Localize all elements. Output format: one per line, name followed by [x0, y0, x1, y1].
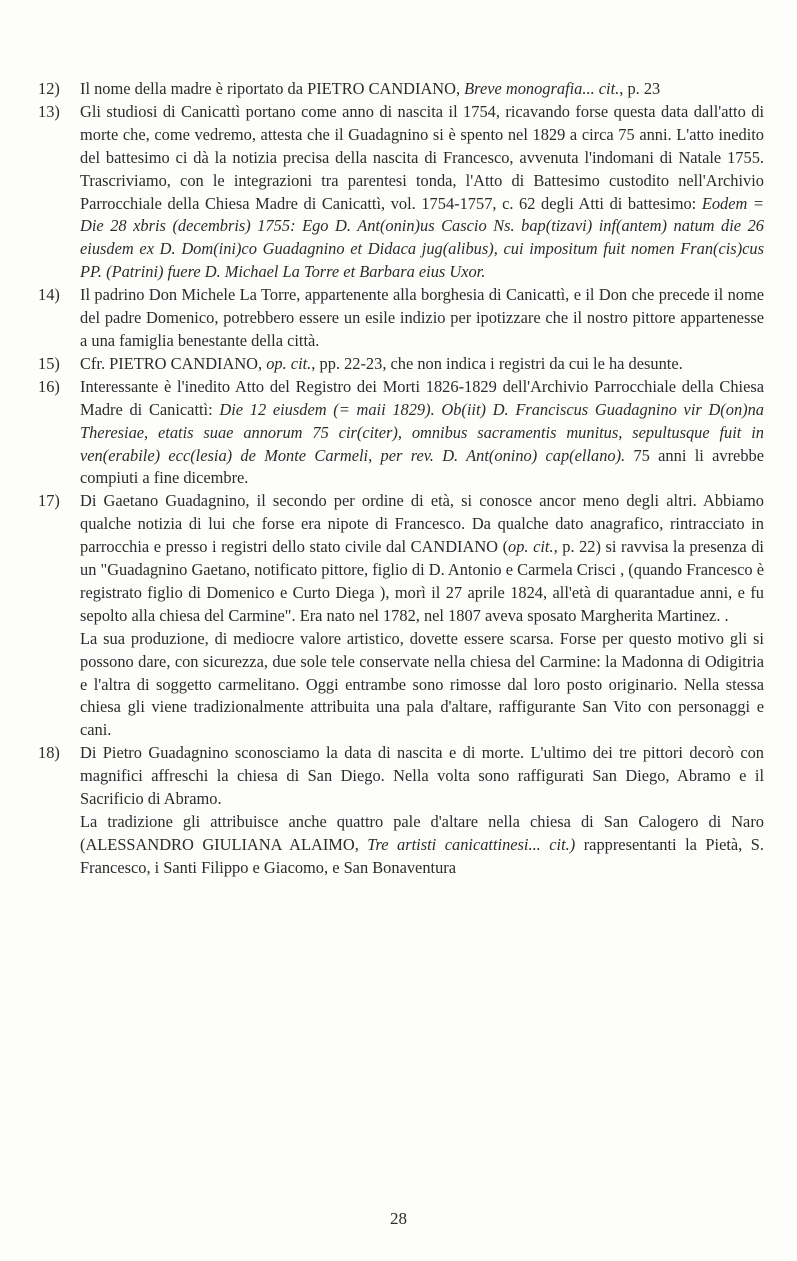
footnote	[38, 284, 764, 353]
footnote	[38, 376, 764, 491]
footnote-number: 12)	[38, 79, 60, 98]
text: Il padrino Don Michele La Torre, appartenente alla borghesia di Canicattì, e il Don che precede il nome del padre Domenico, potrebbero essere un esile indizio per ipotizzare che il nostro pittore appartenesse a una famiglia benestante della città.	[80, 285, 764, 350]
text: Il nome della madre è riportato da PIETRO CANDIANO,	[80, 79, 465, 98]
italic-text: Die 12 eiusdem (= maii 1829). Ob(iit) D. Franciscus Guadagnino vir D(on)na Theresiae, etatis suae annorum 75 cir(citer), omnibus sacramentis munitus, sepultusque fuit in ven(erabile) ecc(lesia) de Monte Carmeli, per rev. D. Ant(onino) cap(ellano).	[80, 399, 764, 465]
page-number: 28	[390, 1209, 407, 1228]
footnote-paragraph	[80, 742, 764, 811]
text: , pp. 22-23, che non indica i registri da cui le ha desunte.	[311, 353, 683, 373]
footnote-paragraph	[80, 353, 764, 376]
footnote-paragraph	[80, 101, 764, 284]
footnote-number: 14)	[38, 285, 60, 305]
footnote	[38, 101, 764, 284]
text: rappresentanti la Pietà, S. Francesco, i Santi Filippo e Giacomo, e San Bonaventura	[80, 834, 764, 877]
text: La sua produzione, di mediocre valore artistico, dovette essere scarsa. Forse per questo motivo gli si possono dare, con sicurezza, due sole tele conservate nella chiesa del Carmine: la Madonna di Odigitria e l'altra di soggetto carmelitano. Oggi entrambe sono rimosse dal loro posto originario. Nella stessa chiesa gli viene tradizionalmente attribuita una pala d'altare, raffigurante San Vito con personaggi e cani.	[80, 628, 764, 740]
text: 75 anni li avrebbe compiuti a fine dicembre.	[80, 445, 764, 488]
footnote	[38, 353, 764, 376]
footnote-paragraph	[80, 628, 764, 743]
footnote-paragraph	[80, 376, 764, 491]
footnote	[38, 78, 764, 101]
text: Gli studiosi di Canicattì portano come anno di nascita il 1754, ricavando forse questa data dall'atto di morte che, come vedremo, attesta che il Guadagnino si è spento nel 1829 a circa 75 anni. L'atto inedito del battesimo ci dà la notizia precisa della nascita di Francesco, avvenuta l'indomani di Natale 1755. Trascriviamo, con le integrazioni tra parentesi tonda, l'Atto di Battesimo custodito nell'Archivio Parrocchiale della Chiesa Madre di Canicattì, vol. 1754-1757, c. 62 degli Atti di battesimo:	[80, 101, 764, 213]
footnote-paragraph	[80, 811, 764, 880]
footnote	[38, 742, 764, 879]
footnotes-list	[38, 78, 764, 880]
text: , p. 22) si ravvisa la presenza di un "Guadagnino Gaetano, notificato pittore, figlio di D. Antonio e Carmela Crisci , (quando Francesco è registrato figlio di Domenico e Curto Diega ), morì il 27 aprile 1824, all'età di quarantadue anni, e fu sepolto alla chiesa del Carmine". Era nato nel 1782, nel 1807 aveva sposato Margherita Martinez. .	[80, 537, 764, 625]
text: Di Gaetano Guadagnino, il secondo per ordine di età, si conosce ancor meno degli altri. Abbiamo qualche notizia di lui che forse era nipote di Francesco. Da qualche dato anagrafico, rintracciato in parrocchia e presso i registri dello stato civile dal CANDIANO (	[80, 491, 764, 557]
text: La tradizione gli attribuisce anche quattro pale d'altare nella chiesa di San Calogero di Naro (ALESSANDRO GIULIANA ALAIMO,	[80, 812, 764, 854]
footnote-number: 13)	[38, 101, 60, 121]
text: Cfr. PIETRO CANDIANO,	[80, 353, 267, 373]
italic-text: Breve monografia... cit.	[464, 79, 620, 98]
text: Interessante è l'inedito Atto del Registro dei Morti 1826-1829 dell'Archivio Parrocchiale della Chiesa Madre di Canicattì:	[80, 376, 764, 419]
footnote-number: 18)	[38, 743, 60, 763]
italic-text: Tre artisti canicattinesi... cit.)	[367, 834, 576, 854]
footnote-paragraph	[80, 490, 764, 627]
text: , p. 23	[619, 79, 661, 98]
footnote-number: 17)	[38, 491, 60, 511]
italic-text: Eodem = Die 28 xbris (decembris) 1755: Ego D. Ant(onin)us Cascio Ns. bap(tizavi) inf(antem) natum die 26 eiusdem ex D. Dom(ini)co Guadagnino et Didaca jug(alibus), cui impositum fuit nomen Fran(cis)cus PP. (Patrini) fuere D. Michael La Torre et Barbara eius Uxor.	[80, 193, 764, 282]
italic-text: op. cit.	[508, 537, 554, 557]
footnote-number: 16)	[38, 376, 60, 396]
footnote-paragraph	[80, 284, 764, 353]
text: Di Pietro Guadagnino sconosciamo la data di nascita e di morte. L'ultimo dei tre pittori decorò con magnifici affreschi la chiesa di San Diego. Nella volta sono raffigurati San Diego, Abramo e il Sacrificio di Abramo.	[80, 743, 764, 809]
footnote-number: 15)	[38, 353, 60, 373]
italic-text: op. cit.	[266, 353, 312, 373]
footnote-paragraph	[80, 78, 764, 101]
footnote	[38, 490, 764, 742]
